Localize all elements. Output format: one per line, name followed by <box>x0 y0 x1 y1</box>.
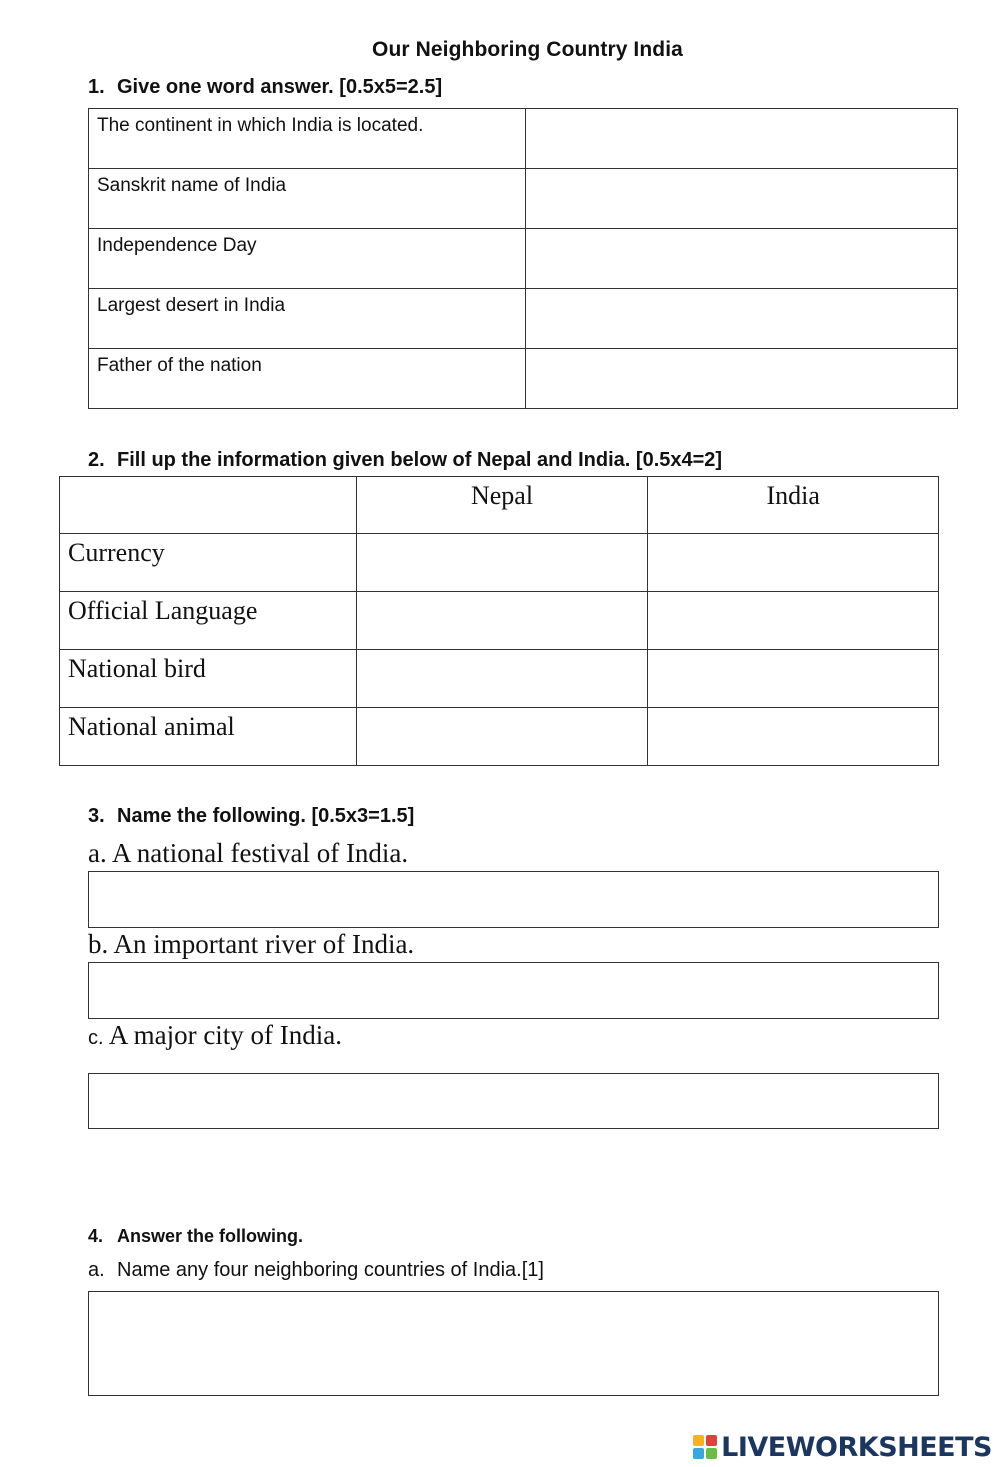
question-2-text: Fill up the information given below of Nepal and India. [0.5x4=2] <box>117 449 723 471</box>
question-1-text: Give one word answer. [0.5x5=2.5] <box>117 76 443 98</box>
question-1-label: Largest desert in India <box>89 289 526 349</box>
question-1-label: Independence Day <box>89 229 526 289</box>
question-3c-text: A major city of India. <box>108 1020 343 1050</box>
logo-tile-blue <box>693 1448 704 1459</box>
answer-field-nepal-bird[interactable] <box>356 650 648 708</box>
page-title: Our Neighboring Country India <box>372 38 683 61</box>
table-row <box>89 109 958 169</box>
answer-field-1-sanskrit-name[interactable] <box>526 169 958 229</box>
question-3b <box>88 929 414 960</box>
answer-field-1-continent[interactable] <box>526 109 958 169</box>
answer-box-4a[interactable] <box>88 1291 939 1396</box>
question-4a-letter: a. <box>88 1259 105 1281</box>
question-3c-letter: c. <box>88 1027 104 1049</box>
question-3a-text: A national festival of India. <box>112 838 409 868</box>
column-header-nepal: Nepal <box>356 477 648 534</box>
answer-field-nepal-currency[interactable] <box>356 534 648 592</box>
question-3b-letter: b. <box>88 929 109 959</box>
question-1-label: Sanskrit name of India <box>89 169 526 229</box>
question-4-number: 4. <box>88 1226 104 1246</box>
table-row <box>60 534 939 592</box>
question-3b-text: An important river of India. <box>113 929 415 959</box>
column-header-blank <box>60 477 357 534</box>
logo-tile-green <box>706 1448 717 1459</box>
question-2-number: 2. <box>88 449 105 471</box>
answer-field-india-currency[interactable] <box>648 534 939 592</box>
row-label-official-language: Official Language <box>60 592 357 650</box>
logo-tile-red <box>706 1435 717 1446</box>
one-word-answer-table <box>88 108 958 409</box>
question-4-text: Answer the following. <box>117 1226 304 1246</box>
logo-text: LIVEWORKSHEETS <box>721 1431 992 1463</box>
answer-field-india-language[interactable] <box>648 592 939 650</box>
answer-box-3c[interactable] <box>88 1073 939 1129</box>
table-row <box>60 650 939 708</box>
answer-field-1-largest-desert[interactable] <box>526 289 958 349</box>
answer-field-india-bird[interactable] <box>648 650 939 708</box>
table-row <box>89 169 958 229</box>
question-2-heading <box>88 449 722 472</box>
question-3-number: 3. <box>88 805 105 827</box>
liveworksheets-logo-icon <box>693 1435 717 1459</box>
table-row <box>60 708 939 766</box>
question-3a-letter: a. <box>88 838 107 868</box>
table-header-row <box>60 477 939 534</box>
column-header-india: India <box>648 477 939 534</box>
logo-tile-yellow <box>693 1435 704 1446</box>
answer-field-india-animal[interactable] <box>648 708 939 766</box>
table-row <box>60 592 939 650</box>
table-row <box>89 349 958 409</box>
answer-field-1-father-of-nation[interactable] <box>526 349 958 409</box>
liveworksheets-logo[interactable] <box>693 1430 992 1464</box>
question-3-heading <box>88 805 414 828</box>
question-1-number: 1. <box>88 76 105 98</box>
answer-box-3b[interactable] <box>88 962 939 1019</box>
question-3a <box>88 838 408 869</box>
row-label-national-bird: National bird <box>60 650 357 708</box>
answer-field-nepal-animal[interactable] <box>356 708 648 766</box>
row-label-national-animal: National animal <box>60 708 357 766</box>
nepal-india-comparison-table <box>59 476 939 766</box>
question-3-text: Name the following. [0.5x3=1.5] <box>117 805 415 827</box>
table-row <box>89 229 958 289</box>
table-row <box>89 289 958 349</box>
question-1-label: Father of the nation <box>89 349 526 409</box>
question-4-heading <box>88 1226 303 1247</box>
question-3c <box>88 1020 342 1051</box>
question-1-label: The continent in which India is located. <box>89 109 526 169</box>
row-label-currency: Currency <box>60 534 357 592</box>
answer-box-3a[interactable] <box>88 871 939 928</box>
answer-field-nepal-language[interactable] <box>356 592 648 650</box>
answer-field-1-independence-day[interactable] <box>526 229 958 289</box>
question-4a <box>88 1259 544 1282</box>
question-1-heading <box>88 76 442 99</box>
question-4a-text: Name any four neighboring countries of India.[1] <box>117 1259 544 1281</box>
